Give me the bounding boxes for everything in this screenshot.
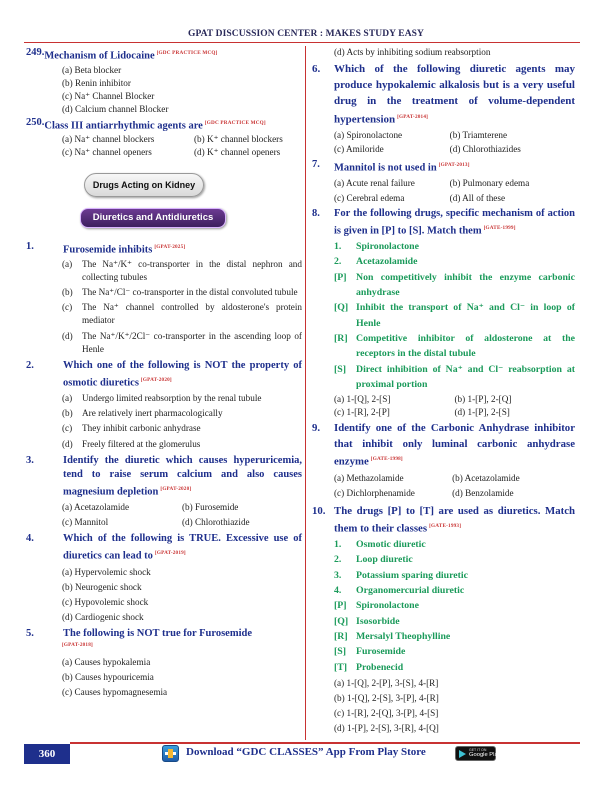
- question-number: 2.: [26, 359, 34, 371]
- question-number: 1.: [26, 240, 34, 252]
- option-b: (b) Are relatively inert pharmacologically: [62, 408, 223, 419]
- match-item: [Q] Inhibit the transport of Na⁺ and Cl⁻ in loop of Henle: [334, 302, 575, 329]
- source-tag: [GATE-1993]: [429, 523, 462, 530]
- match-item: [S] Direct inhibition of Na⁺ and Cl⁻ reabsorption at proximal portion: [334, 363, 575, 390]
- google-play-badge[interactable]: [455, 746, 501, 761]
- footer-rule: [70, 742, 580, 744]
- question-2: [26, 359, 302, 451]
- page-number: 360: [24, 744, 70, 764]
- source-tag: [GDC PRACTICE MCQ]: [156, 50, 218, 56]
- option-c: (c) 1-[R], 2-[Q], 3-[P], 4-[S]: [334, 707, 439, 718]
- question-text: For the following drugs, specific mechanism of action is given in [P] to [S]. Match them: [334, 207, 575, 237]
- option-b: (b) Pulmonary edema: [449, 178, 530, 189]
- question-250: [26, 116, 302, 160]
- match-item: 4. Organomercurial diuretic: [334, 585, 465, 597]
- option-c: (c) Amiloride: [334, 143, 384, 154]
- match-item: [T] Probenecid: [334, 661, 404, 673]
- match-item: [R] Competitive inhibitor of aldosterone at the receptors in the distal tubule: [334, 332, 575, 360]
- source-tag: [GPAT-2020]: [160, 485, 192, 492]
- source-tag: [GATE-1999]: [483, 225, 516, 232]
- option-b: (b) 1-[P], 2-[Q]: [454, 394, 512, 405]
- option-a: (a) Acetazolamide: [62, 502, 130, 513]
- app-icon: [162, 745, 179, 762]
- question-number: 3.: [26, 454, 34, 466]
- option-c: (c) Dichlorphenamide: [334, 488, 415, 499]
- question-number: 6.: [312, 63, 321, 76]
- match-item: [P] Spironolactone: [334, 600, 419, 612]
- option-c: (c) Hypovolemic shock: [62, 596, 149, 607]
- option-a: (a) Methazolamide: [334, 473, 404, 484]
- option-b: (b) Renin inhibitor: [62, 77, 131, 88]
- question-number: 4.: [26, 533, 34, 545]
- question-4: [26, 532, 302, 624]
- option-a: (a) 1-[Q], 2-[S]: [334, 394, 391, 405]
- option-b: (b) Acetazolamide: [452, 473, 520, 484]
- question-number: 250.: [26, 116, 45, 128]
- option-a: (a) The Na⁺/K⁺ co-transporter in the distal nephron and collecting tubules: [62, 259, 302, 283]
- option-d: (d) Chlorothiazides: [449, 143, 521, 154]
- option-c: (c) Causes hypomagnesemia: [62, 687, 168, 698]
- option-c: (c) 1-[R], 2-[P]: [334, 407, 390, 418]
- question-number: 10.: [312, 504, 326, 517]
- option-a: (a) Causes hypokalemia: [62, 657, 151, 668]
- match-item: [P] Non competitively inhibit the enzyme carbonic anhydrase: [334, 271, 575, 299]
- option-b: (b) 1-[Q], 2-[S], 3-[P], 4-[R]: [334, 692, 439, 703]
- source-tag: [GPAT-2025]: [154, 243, 186, 250]
- option-d: (d) The Na⁺/K⁺/2Cl⁻ co-transporter in the ascending loop of Henle: [62, 330, 302, 354]
- option-c: (c) Na⁺ Channel Blocker: [62, 90, 155, 101]
- footer-download-text: Download “GDC CLASSES” App From Play Store: [186, 746, 426, 758]
- section-badge-kidney: Drugs Acting on Kidney: [84, 173, 204, 197]
- option-a: (a) Hypervolemic shock: [62, 566, 151, 577]
- source-tag: [GPAT-2014]: [397, 114, 429, 121]
- option-d: (d) 1-[P], 2-[S]: [454, 407, 510, 418]
- option-b: (b) Furosemide: [182, 502, 239, 513]
- left-column: [26, 46, 302, 699]
- option-b: (b) Neurogenic shock: [62, 581, 142, 592]
- question-text: Furosemide inhibits: [63, 244, 153, 256]
- option-a: (a) Acute renal failure: [334, 178, 415, 189]
- page-header: GPAT DISCUSSION CENTER : MAKES STUDY EASY: [187, 29, 424, 39]
- question-text: Mannitol is not used in: [334, 162, 437, 174]
- section-badges: [26, 160, 302, 240]
- option-d: (d) Benzolamide: [452, 488, 514, 499]
- option-b: (b) K⁺ channel blockers: [194, 134, 283, 145]
- match-item: [Q] Isosorbide: [334, 615, 400, 627]
- option-d: (d) 1-[P], 2-[S], 3-[R], 4-[Q]: [334, 722, 439, 733]
- match-item: [R] Mersalyl Theophylline: [334, 630, 451, 642]
- match-item: [S] Furosemide: [334, 646, 406, 658]
- question-text: The drugs [P] to [T] are used as diuretics. Match them to their classes: [334, 504, 575, 535]
- question-text: Identify the diuretic which causes hyperuricemia, tend to raise serum calcium and also causes magnesium depletion: [63, 454, 302, 498]
- option-c: (c) They inhibit carbonic anhydrase: [62, 423, 201, 434]
- question-number: 249.: [26, 47, 45, 58]
- source-tag: [GPAT-2019]: [154, 550, 186, 557]
- question-text: Class III antiarrhythmic agents are: [44, 120, 203, 132]
- header-rule: [24, 42, 580, 43]
- option-a: (a) 1-[Q], 2-[P], 3-[S], 4-[R]: [334, 677, 439, 688]
- option-d: (d) Chlorothiazide: [182, 517, 250, 528]
- section-badge-diuretics: Diuretics and Antidiuretics: [80, 208, 226, 228]
- question-number: 5.: [26, 628, 34, 640]
- question-249: [26, 46, 302, 116]
- option-d: (d) K⁺ channel openers: [194, 147, 281, 158]
- question-3: [26, 454, 302, 530]
- question-number: 8.: [312, 207, 320, 219]
- option-c: (c) Cerebral edema: [334, 192, 405, 203]
- option-a: (a) Beta blocker: [62, 64, 122, 75]
- option-d: (d) Cardiogenic shock: [62, 612, 144, 623]
- match-item: 1. Spironolactone: [334, 241, 419, 253]
- option-b: (b) Causes hypouricemia: [62, 672, 154, 683]
- option-d: (d) Calcium channel Blocker: [62, 103, 169, 114]
- option-c: (c) The Na⁺ channel controlled by aldosterone's protein mediator: [62, 302, 302, 326]
- match-item: 1. Osmotic diuretic: [334, 539, 426, 551]
- option-a: (a) Undergo limited reabsorption by the renal tubule: [62, 393, 262, 404]
- play-store-name: Google Play: [469, 752, 501, 758]
- match-item: 2. Loop diuretic: [334, 554, 413, 566]
- question-text: Identify one of the Carbonic Anhydrase inhibitor that inhibit only luminal carbonic anhydrase enzyme: [334, 422, 575, 468]
- match-item: 3. Potassium sparing diuretic: [334, 569, 468, 581]
- question-1: [26, 240, 302, 356]
- option-b: (b) Triamterene: [449, 129, 508, 140]
- option-a: (a) Spironolactone: [334, 129, 403, 140]
- question-number: 9.: [312, 422, 321, 435]
- option-d: (d) Freely filtered at the glomerulus: [62, 438, 201, 449]
- question-text: Which of the following is TRUE. Excessive use of diuretics can lead to: [63, 533, 302, 562]
- question-9: [312, 421, 575, 500]
- play-store-icon: [459, 750, 466, 758]
- question-10: [312, 504, 575, 736]
- option-b: (b) The Na⁺/Cl⁻ co-transporter in the distal convoluted tubule: [62, 287, 298, 298]
- option-c: (c) Na⁺ channel openers: [62, 147, 152, 158]
- option-d: (d) All of these: [449, 192, 506, 203]
- question-8: [312, 206, 575, 420]
- question-number: 7.: [312, 158, 320, 170]
- match-item: 2. Acetazolamide: [334, 256, 418, 268]
- column-divider: [305, 46, 306, 740]
- right-column: [312, 46, 575, 736]
- option-c: (c) Mannitol: [62, 517, 109, 528]
- question-7: [312, 158, 575, 205]
- option-a: (a) Na⁺ channel blockers: [62, 134, 155, 145]
- question-6: [312, 61, 575, 156]
- question-text: Which one of the following is NOT the property of osmotic diuretics: [63, 359, 302, 389]
- source-tag: [GPAT-2018]: [62, 642, 93, 649]
- question-text: Which of the following diuretic agents may produce hypokalemic alkalosis but is a very useful drug in the treatment of volume-dependent hypertension: [334, 63, 575, 126]
- source-tag: [GATE-1998]: [370, 456, 403, 463]
- question-text: The following is NOT true for Furosemide: [63, 628, 252, 640]
- source-tag: [GPAT-2020]: [140, 376, 172, 383]
- question-5-option-d: (d) Acts by inhibiting sodium reabsorption: [334, 47, 491, 57]
- question-5: [26, 627, 302, 699]
- source-tag: [GPAT-2013]: [438, 161, 470, 168]
- play-store-caption: GET IT ON: [469, 748, 487, 752]
- question-text: Mechanism of Lidocaine: [44, 50, 155, 62]
- source-tag: [GDC PRACTICE MCQ]: [204, 119, 266, 126]
